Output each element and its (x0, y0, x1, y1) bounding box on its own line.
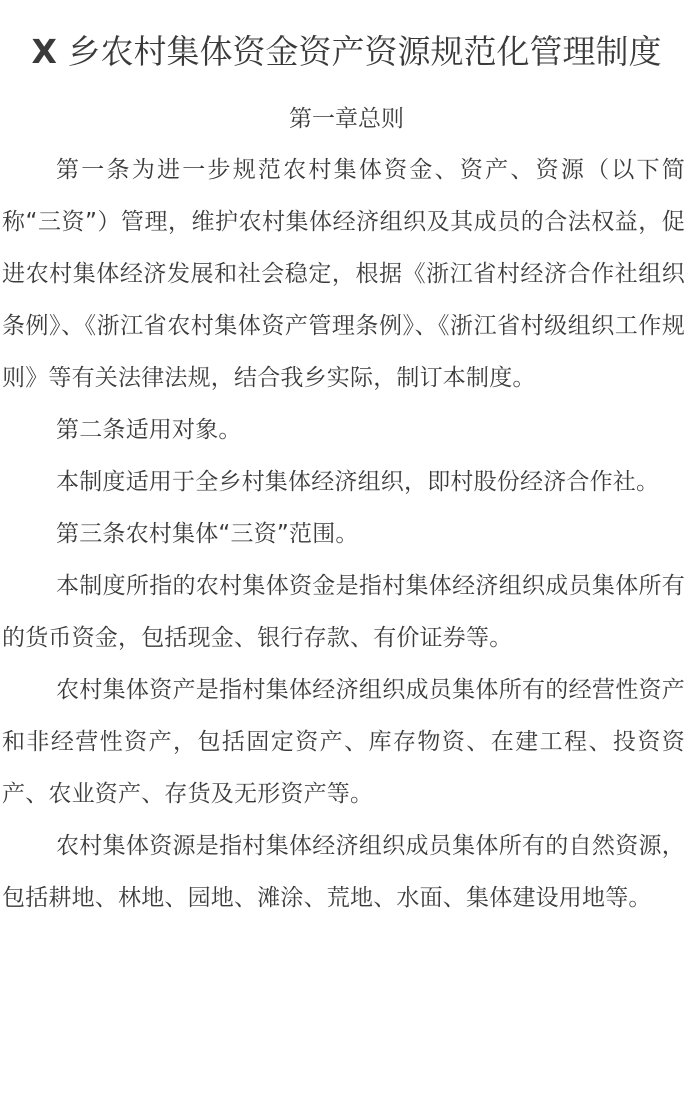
paragraph-assets: 农村集体资产是指村集体经济组织成员集体所有的经营性资产和非经营性资产，包括固定资产、库存物资、在建工程、投资资产、农业资产、存货及无形资产等。 (2, 677, 685, 807)
title-prefix: X (31, 32, 57, 71)
paragraph-article-2: 第二条适用对象。 (56, 417, 242, 443)
paragraph-resources: 农村集体资源是指村集体经济组织成员集体所有的自然资源，包括耕地、林地、园地、滩涂、荒地、水面、集体建设用地等。 (2, 833, 685, 911)
paragraph-article-3: 第三条农村集体“三资”范围。 (56, 521, 359, 547)
paragraph-article-1: 第一条为进一步规范农村集体资金、资产、资源（以下简称“三资”）管理，维护农村集体经济组织及其成员的合法权益，促进农村集体经济发展和社会稳定，根据《浙江省村经济合作社组织条例》、《浙江省农村集体资产管理条例》、《浙江省村级组织工作规则》等有关法律法规，结合我乡实际，制订本制度。 (2, 157, 685, 391)
chapter-heading: 第一章总则 (289, 106, 404, 132)
paragraph-scope: 本制度适用于全乡村集体经济组织，即村股份经济合作社。 (56, 469, 660, 495)
document-body (0, 140, 693, 924)
title-text: 乡农村集体资金资产资源规范化管理制度 (56, 32, 662, 71)
paragraph-funds: 本制度所指的农村集体资金是指村集体经济组织成员集体所有的货币资金，包括现金、银行存款、有价证券等。 (2, 573, 685, 651)
document-title (0, 0, 693, 88)
